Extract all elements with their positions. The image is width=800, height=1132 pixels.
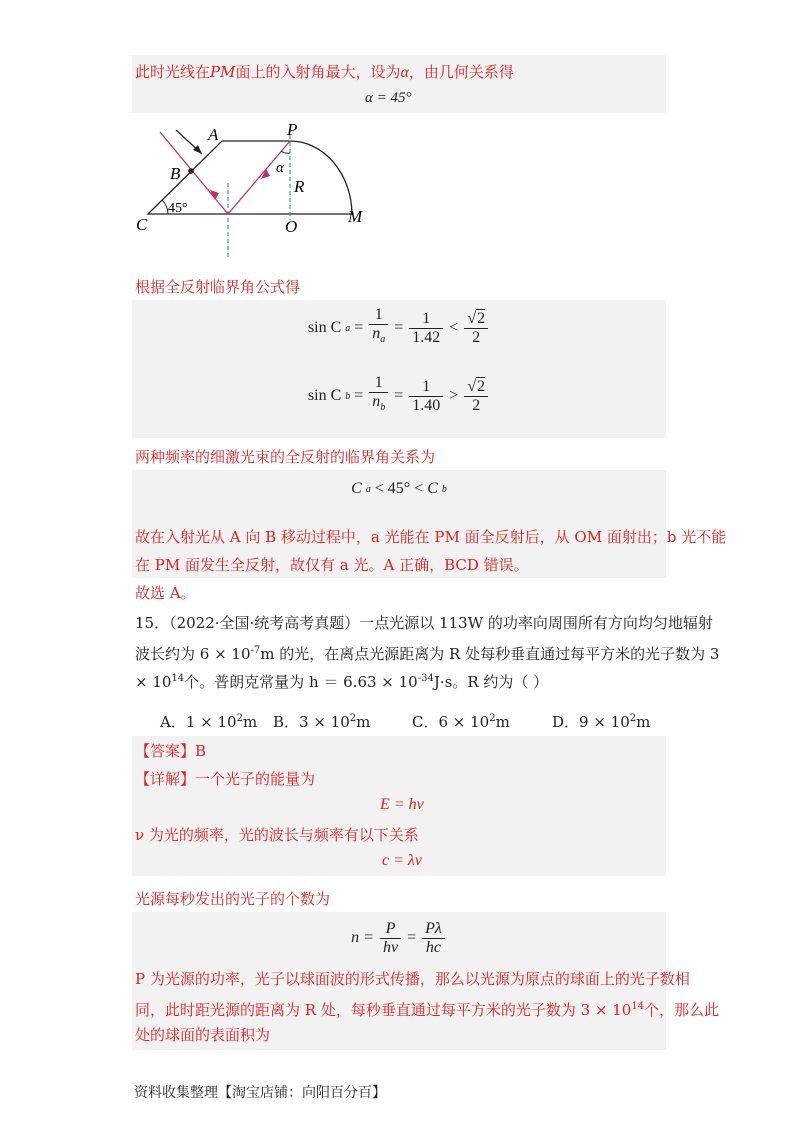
label-c: C [136, 215, 148, 234]
question-15-line-2: 波长约为 $6 \times 10^{-7}m$ 的光，在离点光源距离为 R 处每秒垂直通过每平方米的光子数为 3 [135, 645, 720, 663]
conclusion-line-1: 故在入射光从 A 向 B 移动过程中，a 光能在 PM 面全反射后，从 OM 面射出；b 光不能 [135, 528, 727, 546]
footer-note: 资料收集整理【淘宝店铺：向阳百分百】 [134, 1085, 386, 1101]
label-p: P [287, 120, 298, 139]
label-o: O [285, 217, 298, 236]
equation-critical-relation: C a < 45° < C b [351, 480, 447, 497]
heading-angle-relation: 两种频率的细激光束的全反射的临界角关系为 [135, 448, 436, 466]
ray-reflected [228, 141, 290, 214]
prism-diagram [130, 118, 390, 268]
choice-c[interactable]: C．$6 \times 10^2m$ [412, 713, 510, 731]
answer-label: 【答案】B [135, 742, 207, 760]
label-alpha: α [276, 160, 284, 176]
label-r: R [294, 177, 305, 196]
equation-photon-energy: E = hν [380, 796, 424, 813]
ray-arrow-1 [210, 190, 219, 200]
angle-arc-alpha [281, 151, 290, 153]
equation-sin-cb: sin C b = $\frac{1}{n_b}$ = $\frac{1}{1.40}$ > $\frac{√2}{2}$ [132, 374, 666, 418]
equation-photon-count: n = $\frac{P}{h\nu}$ = $\frac{P\lambda}{hc}$ [132, 914, 666, 962]
label-b: B [170, 164, 181, 183]
detail-line-1: 【详解】一个光子的能量为 [135, 770, 316, 788]
solution-line-1: 此时光线在PM面上的入射角最大，设为α，由几何关系得 [135, 63, 514, 81]
label-angle: 45° [168, 201, 188, 216]
detail-para-1: P 为光源的功率，光子以球面波的形式传播，那么以光源为原点的球面上的光子数相 [135, 970, 690, 988]
detail-line-2: ν 为光的频率，光的波长与频率有以下关系 [135, 826, 419, 844]
conclusion-line-2: 在 PM 面发生全反射，故仅有 a 光。A 正确，BCD 错误。 [135, 556, 529, 574]
choice-b[interactable]: B．$3 \times 10^2m$ [273, 713, 371, 731]
question-15-line-3: × $10^{14}$个。普朗克常量为 $h = 6.63 \times 10^{-34}J\cdot s$。R 约为（ ） [135, 673, 549, 691]
label-a: A [208, 125, 219, 144]
equation-wave-relation: c = λν [382, 852, 422, 869]
equation-alpha: α = 45° [365, 90, 412, 106]
choice-a[interactable]: A．$1 \times 10^2m$ [160, 713, 258, 731]
detail-para-3: 处的球面的表面积为 [135, 1026, 271, 1044]
heading-critical-angle: 根据全反射临界角公式得 [135, 278, 301, 296]
choice-d[interactable]: D．$9 \times 10^2m$ [552, 713, 651, 731]
detail-line-3: 光源每秒发出的光子的个数为 [135, 890, 331, 908]
point-b [188, 168, 194, 174]
question-15-line-1: 15．（2022·全国·统考高考真题）一点光源以 113W 的功率向周围所有方向均匀地辐射 [135, 614, 713, 632]
conclusion-line-3: 故选 A。 [135, 584, 196, 602]
label-m: M [348, 207, 363, 226]
equation-sin-ca: sin C a = $\frac{1}{n_a}$ = $\frac{1}{1.42}$ < $\frac{√2}{2}$ [132, 306, 666, 350]
detail-para-2: 同，此时距光源的距离为 R 处，每秒垂直通过每平方米的光子数为 $3 \times 10^{14}$个，那么此 [135, 1001, 720, 1019]
